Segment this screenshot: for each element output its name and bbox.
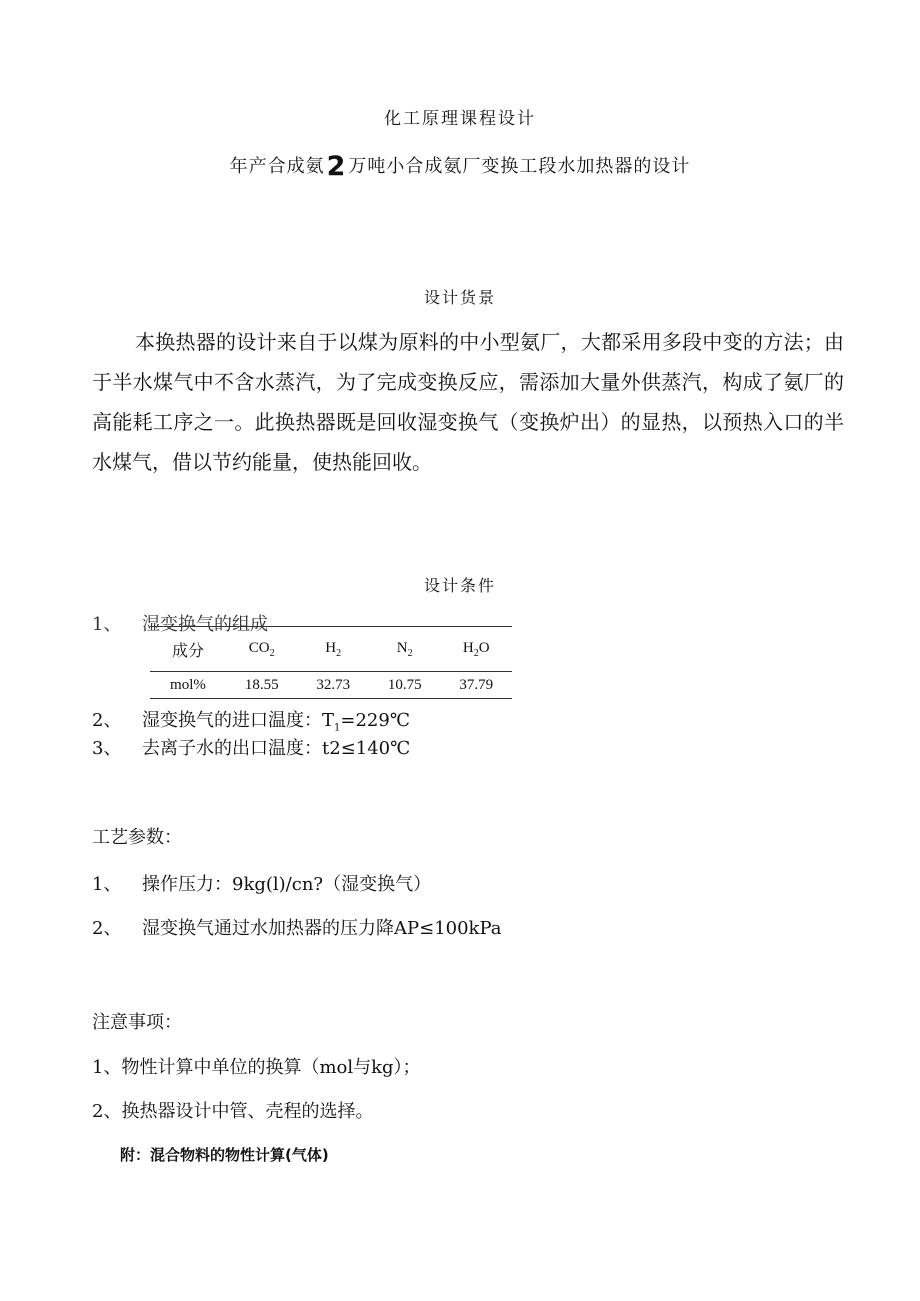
table-row-label: mol% [150, 672, 226, 699]
table-cell-n2: 10.75 [369, 672, 441, 699]
background-heading: 设计货景 [423, 288, 496, 307]
table-row [150, 672, 512, 699]
conditions-heading: 设计条件 [423, 576, 496, 595]
condition-item-1-text: 湿变换气的组成 [142, 614, 268, 635]
notes-item-1: 1、物性计算中单位的换算（mol与kg）； [92, 1057, 421, 1078]
course-title: 化工原理课程设计 [384, 109, 536, 129]
table-header-row [150, 627, 512, 672]
title-number: 2 [326, 151, 347, 182]
table-cell-h2o: 37.79 [440, 672, 512, 699]
table-header-component: 成分 [150, 627, 226, 672]
document-title [0, 151, 920, 182]
process-item-1: 1、 操作压力：9kg(l)/cn?（湿变换气） [92, 874, 432, 895]
title-pre: 年产合成氨 [229, 156, 325, 177]
table-header-co2: $CO_2$ [226, 627, 298, 672]
table-header-n2: $N_2$ [369, 627, 441, 672]
condition-item-1-clipped [92, 608, 268, 635]
title-post: 万吨小合成氨厂变换工段水加热器的设计 [348, 156, 691, 177]
table-header-h2: $H_2$ [297, 627, 369, 672]
background-paragraph: 本换热器的设计来自于以煤为原料的中小型氨厂，大都采用多段中变的方法；由于半水煤气中不含水蒸汽，为了完成变换反应，需添加大量外供蒸汽，构成了氨厂的高能耗工序之一。此换热器既是回收湿变换气（变换炉出）的显热，以预热入口的半水煤气，借以节约能量，使热能回收。 [92, 330, 844, 474]
condition-item-3: 3、 去离子水的出口温度：t2≤140℃ [92, 738, 411, 759]
notes-item-2: 2、换热器设计中管、壳程的选择。 [92, 1101, 374, 1122]
process-item-2: 2、 湿变换气通过水加热器的压力降AP≤100kPa [92, 918, 502, 939]
process-heading: 工艺参数： [92, 827, 182, 848]
gas-composition-table [150, 626, 512, 699]
table-cell-h2: 32.73 [297, 672, 369, 699]
table-cell-co2: 18.55 [226, 672, 298, 699]
condition-item-2: 2、 湿变换气的进口温度：$T_1=229℃$ [92, 710, 410, 734]
appendix-note: 附：混合物料的物性计算(气体) [120, 1146, 329, 1164]
condition-item-1-number: 1、 [92, 614, 122, 635]
table-header-h2o: $H_2O$ [440, 627, 512, 672]
notes-heading: 注意事项： [92, 1012, 182, 1033]
